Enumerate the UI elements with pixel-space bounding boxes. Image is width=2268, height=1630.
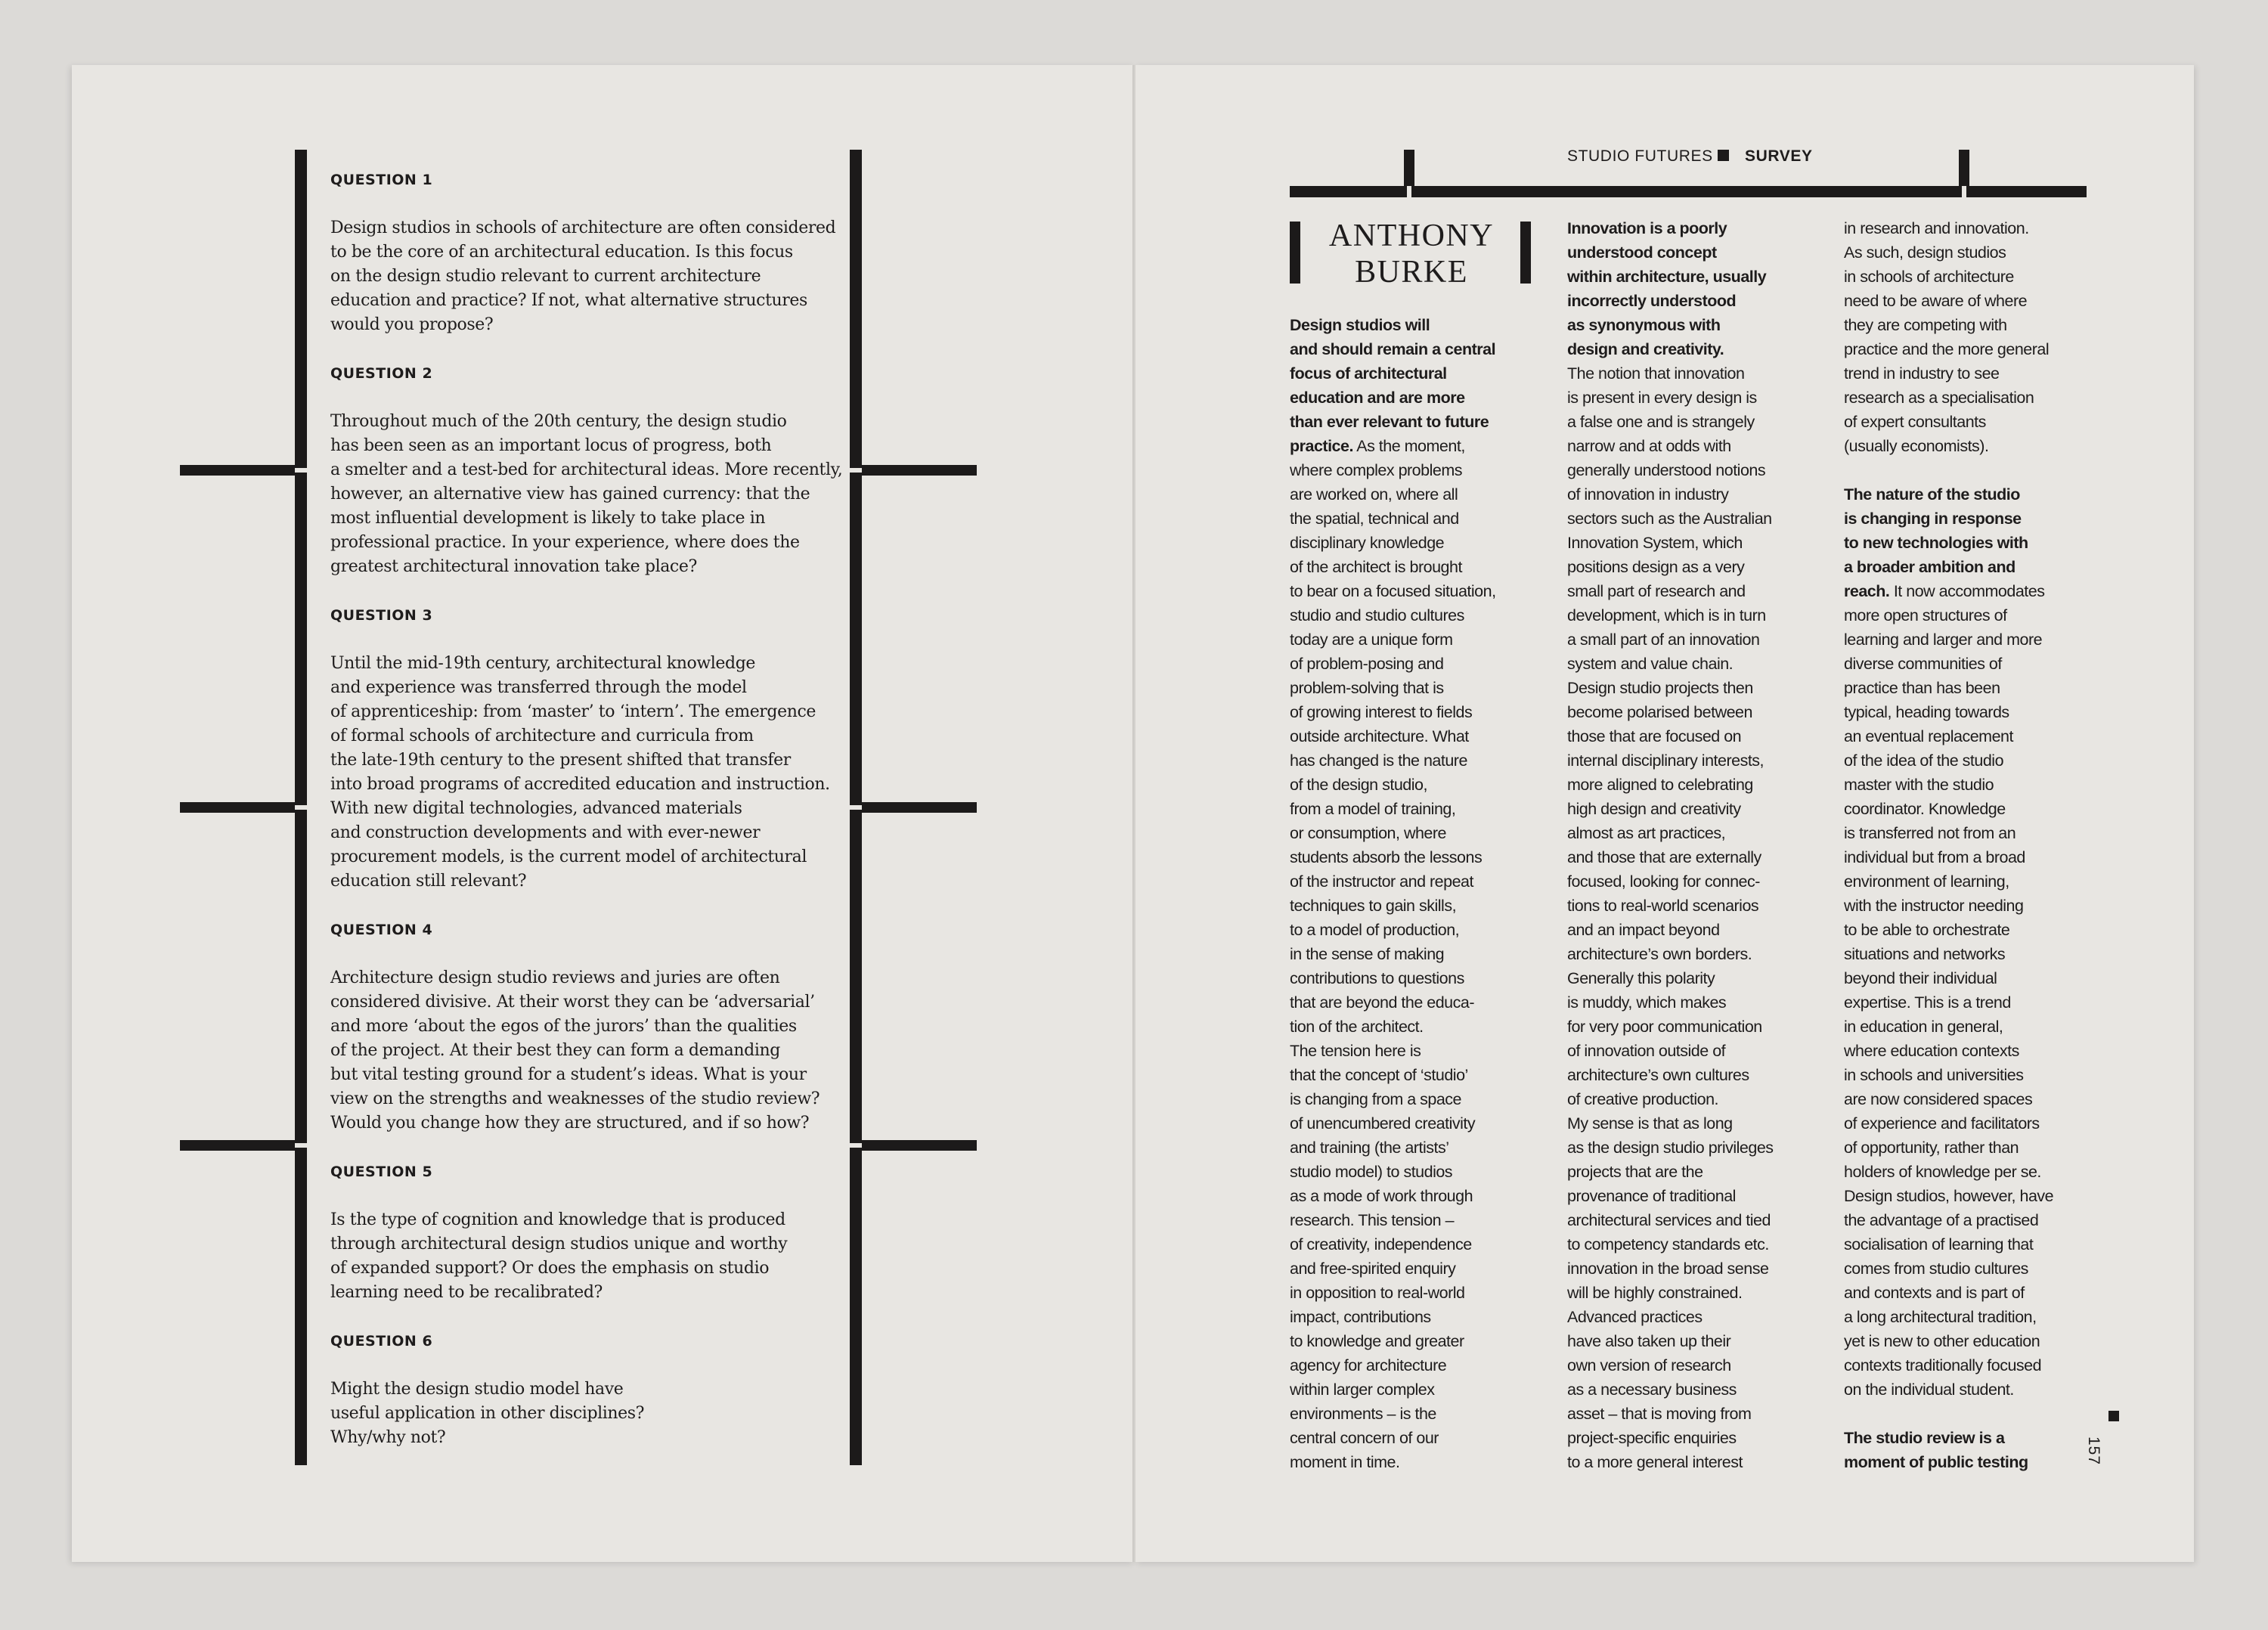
square-icon: [1718, 150, 1729, 161]
page-number: 157: [2085, 1436, 2102, 1466]
tick-gap: [850, 468, 862, 473]
horizontal-tick: [180, 1140, 295, 1151]
question-6: [330, 1329, 844, 1450]
header-tick-left: [1404, 150, 1414, 186]
header-tick-gap: [1962, 186, 1966, 197]
text-column-3: in research and innovation. As such, design studios in schools of architecture need to be aware of where they are competing with practice and the more general trend in industry to see research as a specialisation of expert consultants (usually economists). The nature of the studio is changing in response to new technologies with a broader ambition and reach. It now accommodates more open structures of learning and larger and more diverse communities of practice than has been typical, heading towards an eventual replacement of the idea of the studio master with the studio coordinator. Knowledge is transferred not from an individual but from a broad environment of learning, with the instructor needing to be able to orchestrate situations and networks beyond their individual expertise. This is a trend in education in general, where education contexts in schools and universities are now considered spaces of experience and facilitators of opportunity, rather than holders of knowledge per se. Design studios, however, have the advantage of a practised socialisation of learning that comes from studio cultures and contexts and is part of a long architectural tradition, yet is new to other education contexts traditionally focused on the individual student. The studio review is a moment of public testing: [1844, 219, 2054, 1471]
horizontal-tick: [862, 465, 977, 476]
question-5: [330, 1160, 844, 1305]
section-title: STUDIO FUTURES: [1567, 147, 1713, 165]
question-3: [330, 603, 844, 894]
text-column-1: Design studios will and should remain a central focus of architectural education and are more than ever relevant to future practice. As the moment, where complex problems are worked on, where all the spatial, technical and disciplinary knowledge of the architect is brought to bear on a focused situation, studio and studio cultures today are a unique form of problem-posing and problem-solving that is of growing interest to fields outside architecture. What has changed is the nature of the design studio, from a model of training, or consumption, where students absorb the lessons of the instructor and repeat techniques to gain skills, to a model of production, in the sense of making contributions to questions that are beyond the educa- tion of the architect. The tension here is that the concept of ‘studio’ is changing from a space of unencumbered creativity and training (the artists’ studio model) to studios as a mode of work through research. This tension – of creativity, independence and free-spirited enquiry in opposition to real-world impact, contributions to knowledge and greater agency for architecture within larger complex environments – is the central concern of our moment in time.: [1290, 316, 1496, 1471]
tick-gap: [850, 805, 862, 810]
question-2: [330, 361, 844, 579]
section-label: SURVEY: [1745, 147, 1813, 165]
header-tick-right: [1959, 150, 1969, 186]
question-heading: QUESTION 2: [330, 365, 433, 382]
question-heading: QUESTION 3: [330, 607, 433, 624]
question-heading: QUESTION 4: [330, 922, 433, 938]
horizontal-tick: [862, 802, 977, 813]
horizontal-tick: [180, 802, 295, 813]
questions-list: [330, 168, 844, 1474]
question-heading: QUESTION 1: [330, 172, 433, 188]
question-body: Architecture design studio reviews and juries are often considered divisive. At their worst they can be ‘adversarial’ and more ‘about the egos of the jurors’ than the qualities of the project. At their best they can form a demanding but vital testing ground for a student’s ideas. What is your view on the strengths and weaknesses of the studio review? Would you change how they are structured, and if so how?: [330, 968, 820, 1133]
header-tick-gap: [1407, 186, 1411, 197]
question-body: Until the mid-19th century, architectural knowledge and experience was transferred through the model of apprenticeship: from ‘master’ to ‘intern’. The emergence of formal schools of architecture and curricula from the late-19th century to the present shifted that transfer into broad programs of accredited education and instruction. With new digital technologies, advanced materials and construction developments and with ever-newer procurement models, is the current model of architectural education still relevant?: [330, 654, 830, 891]
question-heading: QUESTION 5: [330, 1164, 433, 1180]
question-body: Throughout much of the 20th century, the design studio has been seen as an important locus of progress, both a smelter and a test-bed for architectural ideas. More recently, however, an alternative view has gained currency: that the most influential development is likely to take place in professional practice. In your experience, where does the greatest architectural innovation take place?: [330, 412, 843, 576]
question-body: Is the type of cognition and knowledge that is produced through architectural design studios unique and worthy of expanded support? Or does the emphasis on studio learning need to be recalibrated?: [330, 1210, 788, 1302]
spine-gutter: [1132, 65, 1136, 1562]
question-1: [330, 168, 844, 337]
question-heading: QUESTION 6: [330, 1333, 433, 1350]
author-name: ANTHONY BURKE: [1328, 218, 1495, 290]
question-4: [330, 918, 844, 1136]
tick-gap: [850, 1143, 862, 1148]
tick-gap: [295, 1143, 307, 1148]
square-icon: [2108, 1411, 2119, 1421]
text-column-2: Innovation is a poorly understood concept within architecture, usually incorrectly understood as synonymous with design and creativity. The notion that innovation is present in every design is a false one and is strangely narrow and at odds with generally understood notions of innovation in industry sectors such as the Australian Innovation System, which positions design as a very small part of research and development, which is in turn a small part of an innovation system and value chain. Design studio projects then become polarised between those that are focused on internal disciplinary interests, more aligned to celebrating high design and creativity almost as art practices, and those that are externally focused, looking for connec- tions to real-world scenarios and an impact beyond architecture’s own borders. Generally this polarity is muddy, which makes for very poor communication of innovation outside of architecture’s own cultures of creative production. My sense is that as long as the design studio privileges projects that are the provenance of traditional architectural services and tied to competency standards etc. innovation in the broad sense will be highly constrained. Advanced practices have also taken up their own version of research as a necessary business asset – that is moving from project-specific enquiries to a more general interest: [1567, 219, 1774, 1471]
tick-gap: [295, 805, 307, 810]
horizontal-tick: [180, 465, 295, 476]
tick-gap: [295, 468, 307, 473]
horizontal-tick: [862, 1140, 977, 1151]
question-body: Design studios in schools of architecture are often considered to be the core of an architectural education. Is this focus on the design studio relevant to current architecture education and practice? If not, what alternative structures would you propose?: [330, 218, 836, 334]
question-body: Might the design studio model have useful application in other disciplines? Why/why not?: [330, 1380, 645, 1447]
